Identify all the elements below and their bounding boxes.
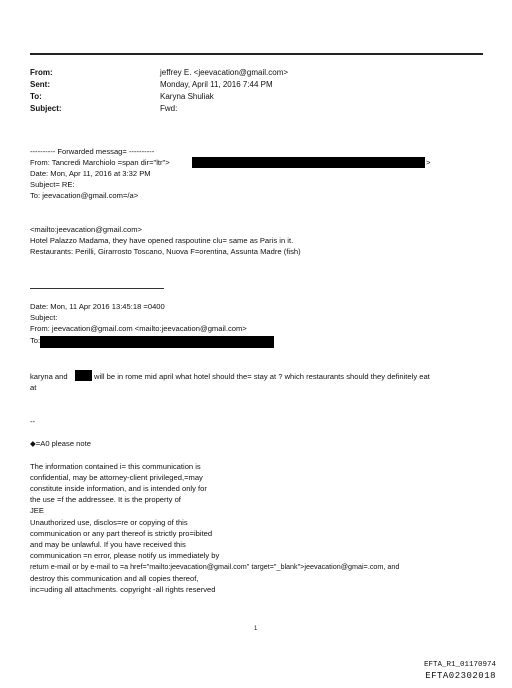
email-header [30, 67, 288, 115]
from-value: jeffrey E. <jeevacation@gmail.com> [160, 68, 289, 77]
quoted-date: Date: Mon, 11 Apr 2016 13:45:18 =0400 [30, 302, 165, 311]
forwarded-from: From: Tancredi Marchiolo =span dir="ltr"> [30, 158, 170, 167]
message-part2: will be in rome mid april what hotel should the= stay at ? which restaurants should they definitely eat [94, 372, 430, 381]
disclaimer-line: inc=uding all attachments. copyright -all rights reserved [30, 585, 216, 594]
disclaimer-line: return e-mail or by e-mail to =a href="mailto:jeevacation@gmail.com" target="_blank">jeevacation@gmai=.com, and [30, 562, 400, 571]
quote-divider [30, 288, 164, 289]
to-label: To: [30, 92, 42, 101]
disclaimer-line: destroy this communication and all copies thereof, [30, 574, 199, 583]
redaction-box [192, 157, 425, 168]
footer-ref-2: EFTA02302018 [425, 671, 496, 681]
from-label: From: [30, 68, 53, 77]
page-number: 1 [254, 626, 258, 632]
sent-label: Sent: [30, 80, 50, 89]
message-line2: at [30, 383, 37, 392]
disclaimer-line: communication =n error, please notify us immediately by [30, 551, 220, 560]
subject-value: Fwd: [160, 104, 178, 113]
disclaimer-line: communication or any part thereof is strictly pro=ibited [30, 529, 213, 538]
disclaimer-line: JEE [30, 506, 44, 515]
forwarded-from-tail: > [426, 158, 431, 167]
to-value: Karyna Shuliak [160, 92, 214, 101]
disclaimer-line: Unauthorized use, disclos=re or copying of this [30, 518, 188, 527]
footer-ref-1: EFTA_R1_01170974 [423, 661, 496, 669]
from-row [30, 67, 288, 79]
forwarded-marker: ---------- Forwarded messag= ---------- [30, 147, 155, 156]
subject-row [30, 103, 288, 115]
sent-row [30, 79, 288, 91]
redaction-box [40, 336, 274, 348]
forwarded-date: Date: Mon, Apr 11, 2016 at 3:32 PM [30, 169, 151, 178]
disclaimer-line: constitute inside information, and is intended only for [30, 484, 207, 493]
quoted-subject: Subject: [30, 313, 58, 322]
quoted-to: To: [30, 336, 41, 345]
redaction-box [75, 370, 92, 381]
please-note: ◆=A0 please note [30, 439, 91, 448]
forwarded-to: To: jeevacation@gmail.com=/a> [30, 191, 139, 200]
subject-label: Subject: [30, 104, 62, 113]
disclaimer-line: the use =f the addressee. It is the property of [30, 495, 181, 504]
to-row [30, 91, 288, 103]
body-line-restaurants: Restaurants: Perilli, Girarrosto Toscano, Nuova F=orentina, Assunta Madre (fish) [30, 247, 301, 256]
signature-dashes: -- [30, 417, 36, 426]
disclaimer-line: confidential, may be attorney-client privileged,=may [30, 473, 203, 482]
forwarded-subject: Subject= RE: [30, 180, 75, 189]
mailto-line: <mailto:jeevacation@gmail.com> [30, 225, 142, 234]
body-line-hotel: Hotel Palazzo Madama, they have opened raspoutine clu= same as Paris in it. [30, 236, 294, 245]
header-divider [30, 53, 483, 55]
disclaimer-line: The information contained i= this communication is [30, 462, 201, 471]
disclaimer-line: and may be unlawful. If you have received this [30, 540, 186, 549]
message-part1: karyna and [30, 372, 68, 381]
sent-value: Monday, April 11, 2016 7:44 PM [160, 80, 273, 89]
quoted-from: From: jeevacation@gmail.com <mailto:jeevacation@gmail.com> [30, 324, 247, 333]
